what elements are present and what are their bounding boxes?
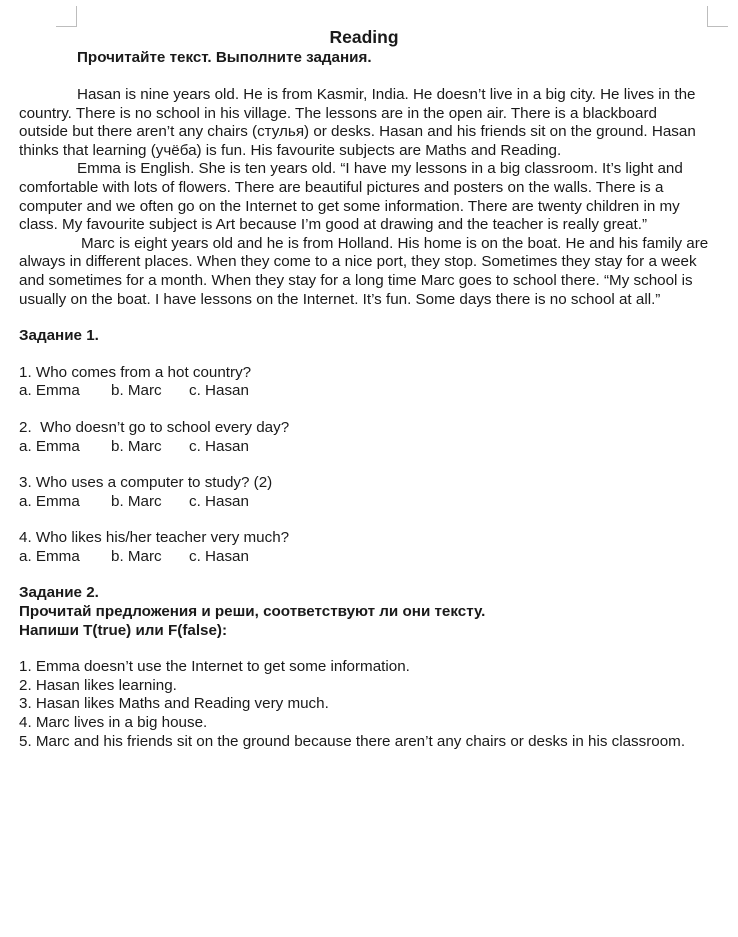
statement-item: 3. Hasan likes Maths and Reading very much.: [19, 695, 329, 713]
crop-mark-left: [56, 6, 77, 27]
option-c: c. Hasan: [189, 547, 249, 565]
option-a: a. Emma: [19, 437, 80, 455]
option-b: b. Marc: [111, 382, 162, 400]
option-c: c. Hasan: [189, 492, 249, 510]
statement-item: 4. Marc lives in a big house.: [19, 714, 208, 732]
question-text: 2. Who doesn’t go to school every day?: [19, 418, 290, 436]
option-c: c. Hasan: [189, 437, 249, 455]
option-b: b. Marc: [111, 437, 162, 455]
answer-options: [19, 548, 709, 567]
crop-mark-right: [707, 6, 728, 27]
passage-paragraph-emma: Emma is English. She is ten years old. “I have my lessons in a big classroom. It’s light and comfortable with lots of flowers. There are beautiful pictures and posters on the walls. There is a computer and we often go on the Internet to get some information. There are twenty children in my class. My favourite subject is Art because I’m good at drawing and the teacher is really great.”: [19, 160, 683, 234]
question-text: 3. Who uses a computer to study? (2): [19, 474, 273, 492]
task2-header: [19, 584, 709, 640]
question-item: [19, 364, 709, 401]
statement-item: 2. Hasan likes learning.: [19, 676, 177, 694]
document-title: Reading: [329, 27, 399, 47]
question-item: [19, 419, 709, 456]
task1-title: Задание 1.: [19, 327, 99, 345]
answer-options: [19, 438, 709, 457]
task2-instruction-answer-format: Напиши T(true) или F(false):: [19, 621, 228, 639]
document-page: [19, 26, 709, 751]
passage-paragraph-hasan: Hasan is nine years old. He is from Kasmir, India. He doesn’t live in a big city. He lives in the country. There is no school in his village. The lessons are in the open air. There is a blackboard outside but there aren’t any chairs (стулья) or desks. Hasan and his friends sit on the ground. Hasan thinks that learning (учёба) is fun. His favourite subjects are Maths and Reading.: [19, 86, 696, 159]
task2-title: Задание 2.: [19, 584, 99, 602]
option-a: a. Emma: [19, 382, 80, 400]
option-c: c. Hasan: [189, 382, 249, 400]
option-b: b. Marc: [111, 492, 162, 510]
option-b: b. Marc: [111, 547, 162, 565]
reading-instruction: Прочитайте текст. Выполните задания.: [77, 49, 372, 66]
reading-passage: [19, 86, 709, 309]
question-text: 1. Who comes from a hot country?: [19, 363, 252, 381]
question-item: [19, 474, 709, 511]
question-item: [19, 529, 709, 566]
task2-instruction: Прочитай предложения и реши, соответствуют ли они тексту.: [19, 603, 486, 621]
option-a: a. Emma: [19, 547, 80, 565]
option-a: a. Emma: [19, 492, 80, 510]
statement-item: 1. Emma doesn’t use the Internet to get some information.: [19, 658, 410, 676]
passage-paragraph-marc: Marc is eight years old and he is from Holland. His home is on the boat. He and his family are always in different places. When they come to a nice port, they stop. Sometimes they stay for a week and sometimes for a month. When they stay for a long time Marc goes to school there. “My school is usually on the boat. I have lessons on the Internet. It’s fun. Some days there is no school at all.”: [19, 234, 709, 308]
answer-options: [19, 382, 709, 401]
statement-item: 5. Marc and his friends sit on the ground because there aren’t any chairs or desks in his classroom.: [19, 732, 686, 750]
question-text: 4. Who likes his/her teacher very much?: [19, 529, 290, 547]
true-false-statements: [19, 658, 709, 751]
answer-options: [19, 493, 709, 512]
